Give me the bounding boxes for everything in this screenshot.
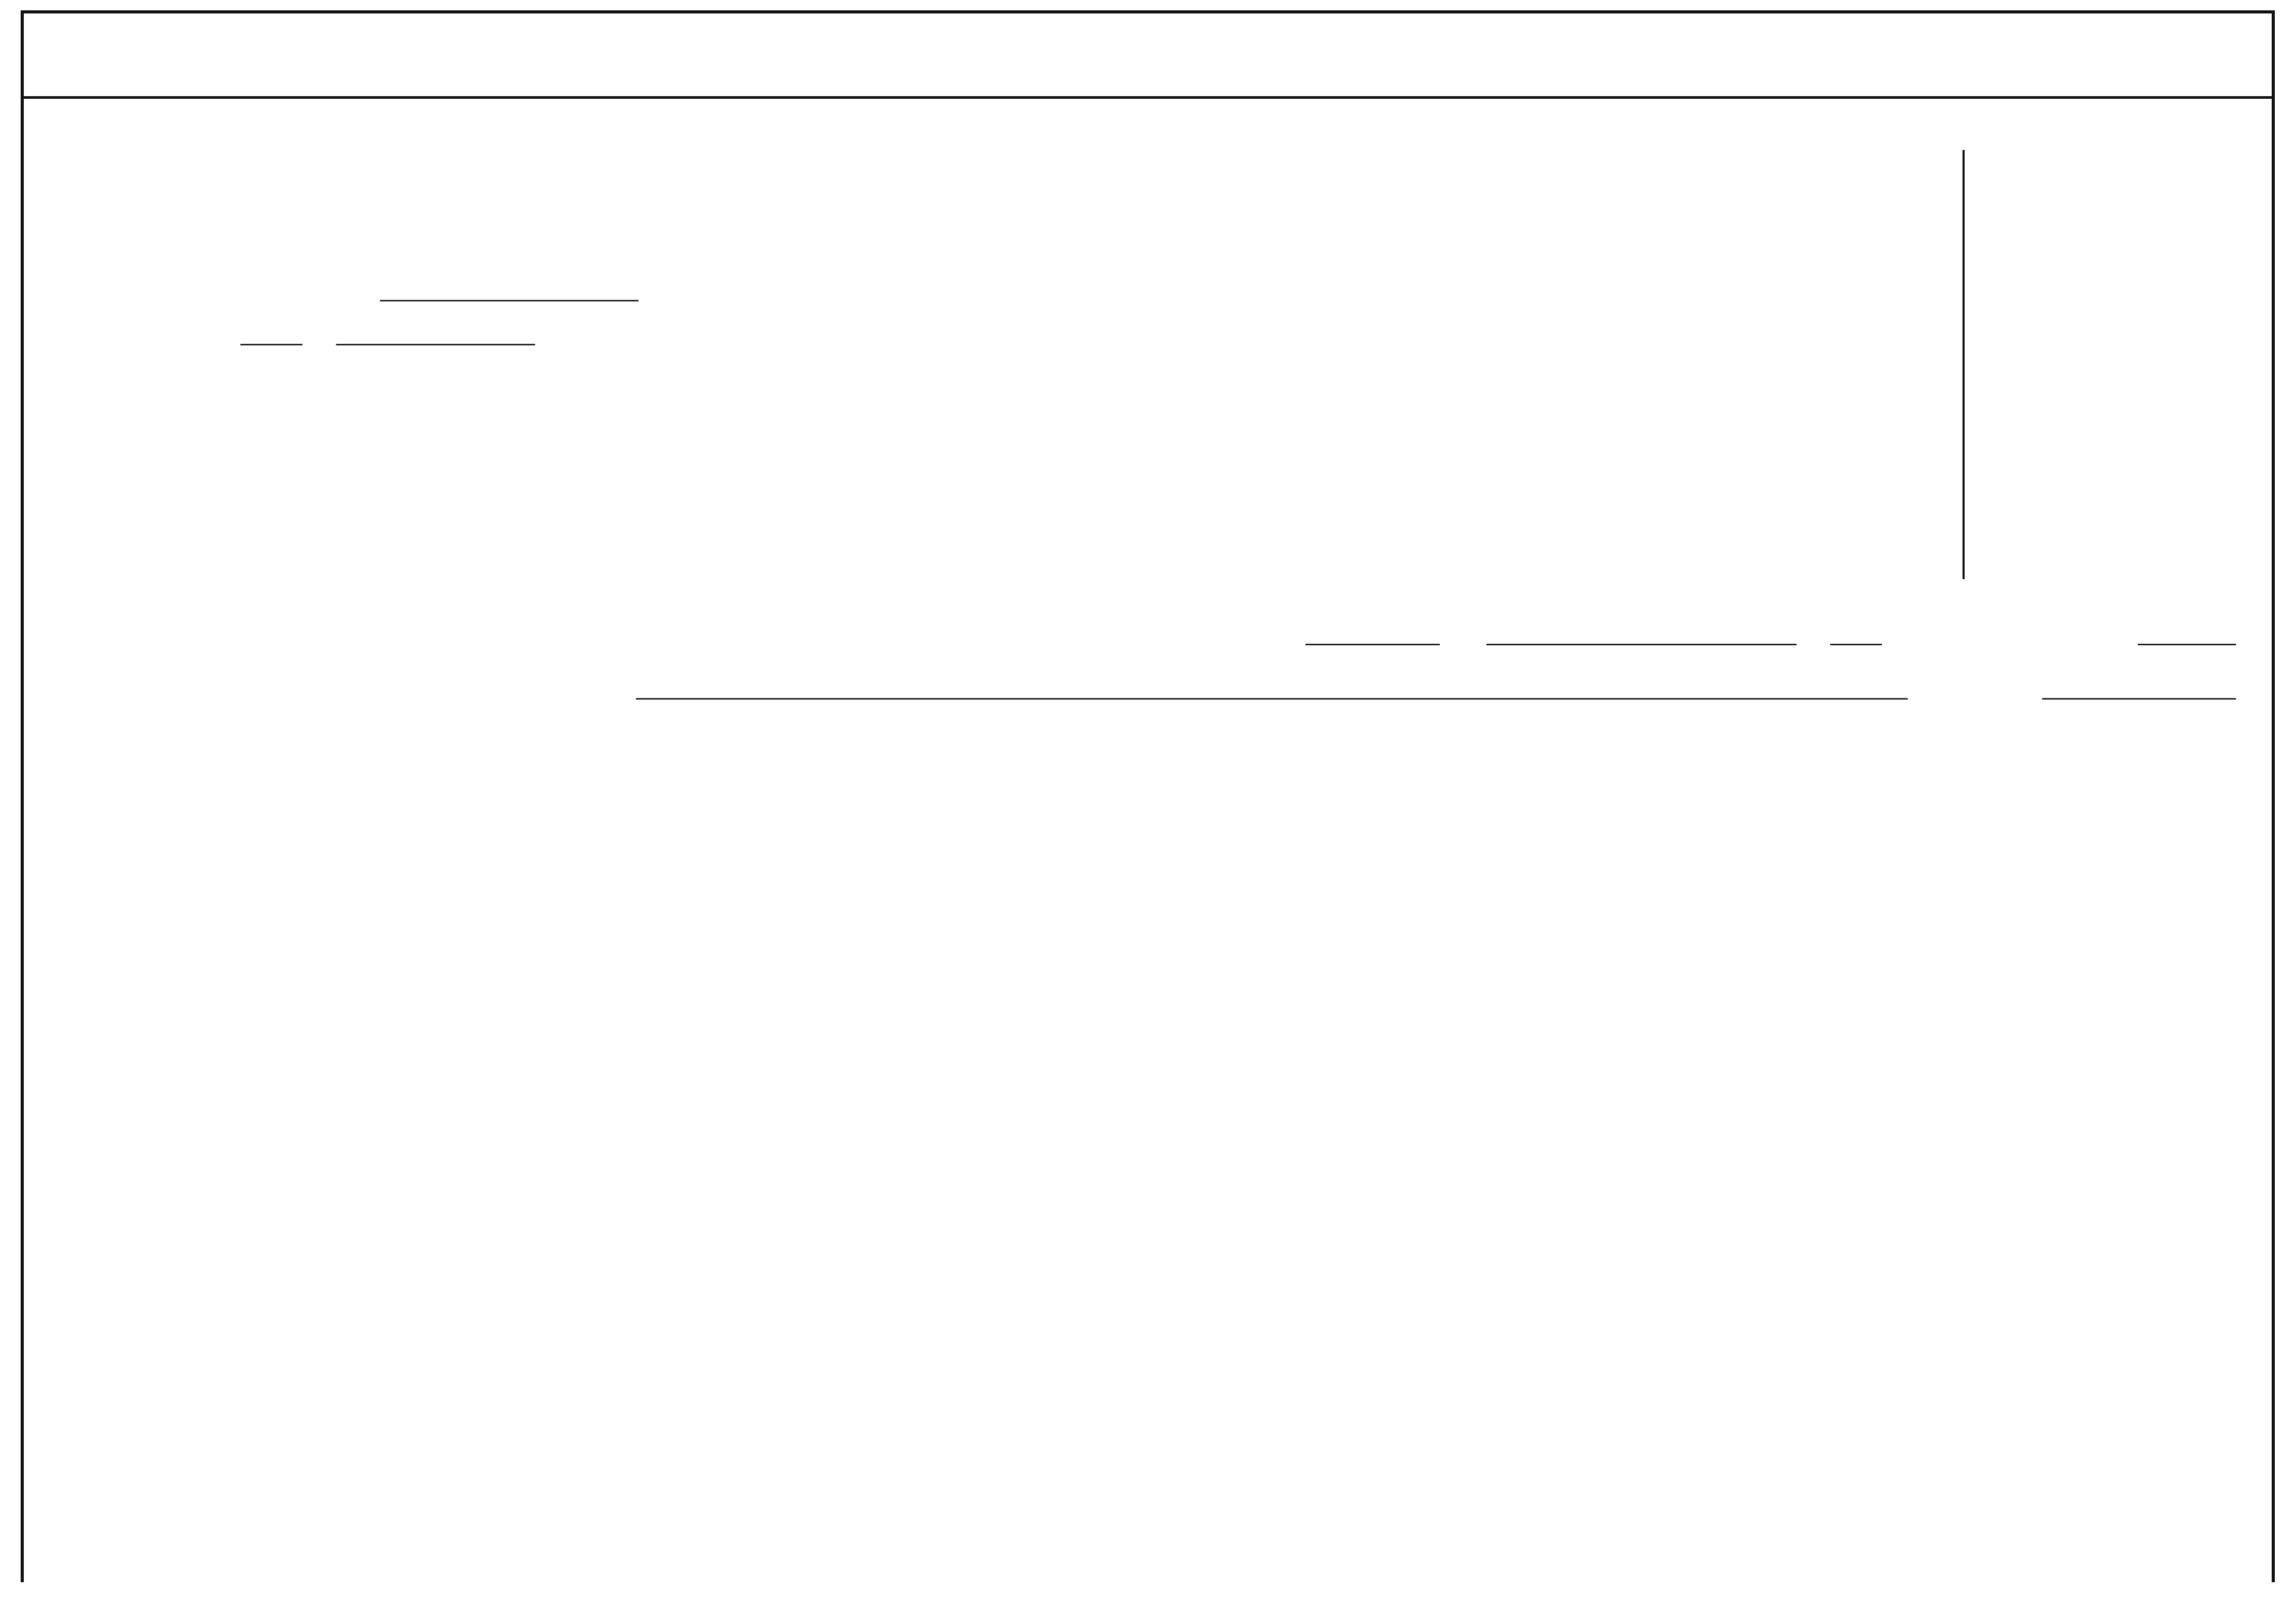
spec-no-line xyxy=(1305,644,1440,645)
spec-subject-line xyxy=(636,698,1908,700)
spec-year-line xyxy=(1830,644,1882,645)
day-line xyxy=(240,344,302,345)
sheets-total-line xyxy=(2138,644,2236,645)
spec-date-line xyxy=(1486,644,1797,645)
month-line xyxy=(336,344,535,345)
codes-divider xyxy=(1963,150,1965,579)
frame-left xyxy=(21,10,24,1582)
frame-top xyxy=(21,10,2275,13)
chief-signature-line xyxy=(380,300,638,301)
top-strip-divider xyxy=(21,96,2275,99)
frame-right xyxy=(2272,10,2275,1582)
sheet-no-line xyxy=(2042,698,2236,700)
